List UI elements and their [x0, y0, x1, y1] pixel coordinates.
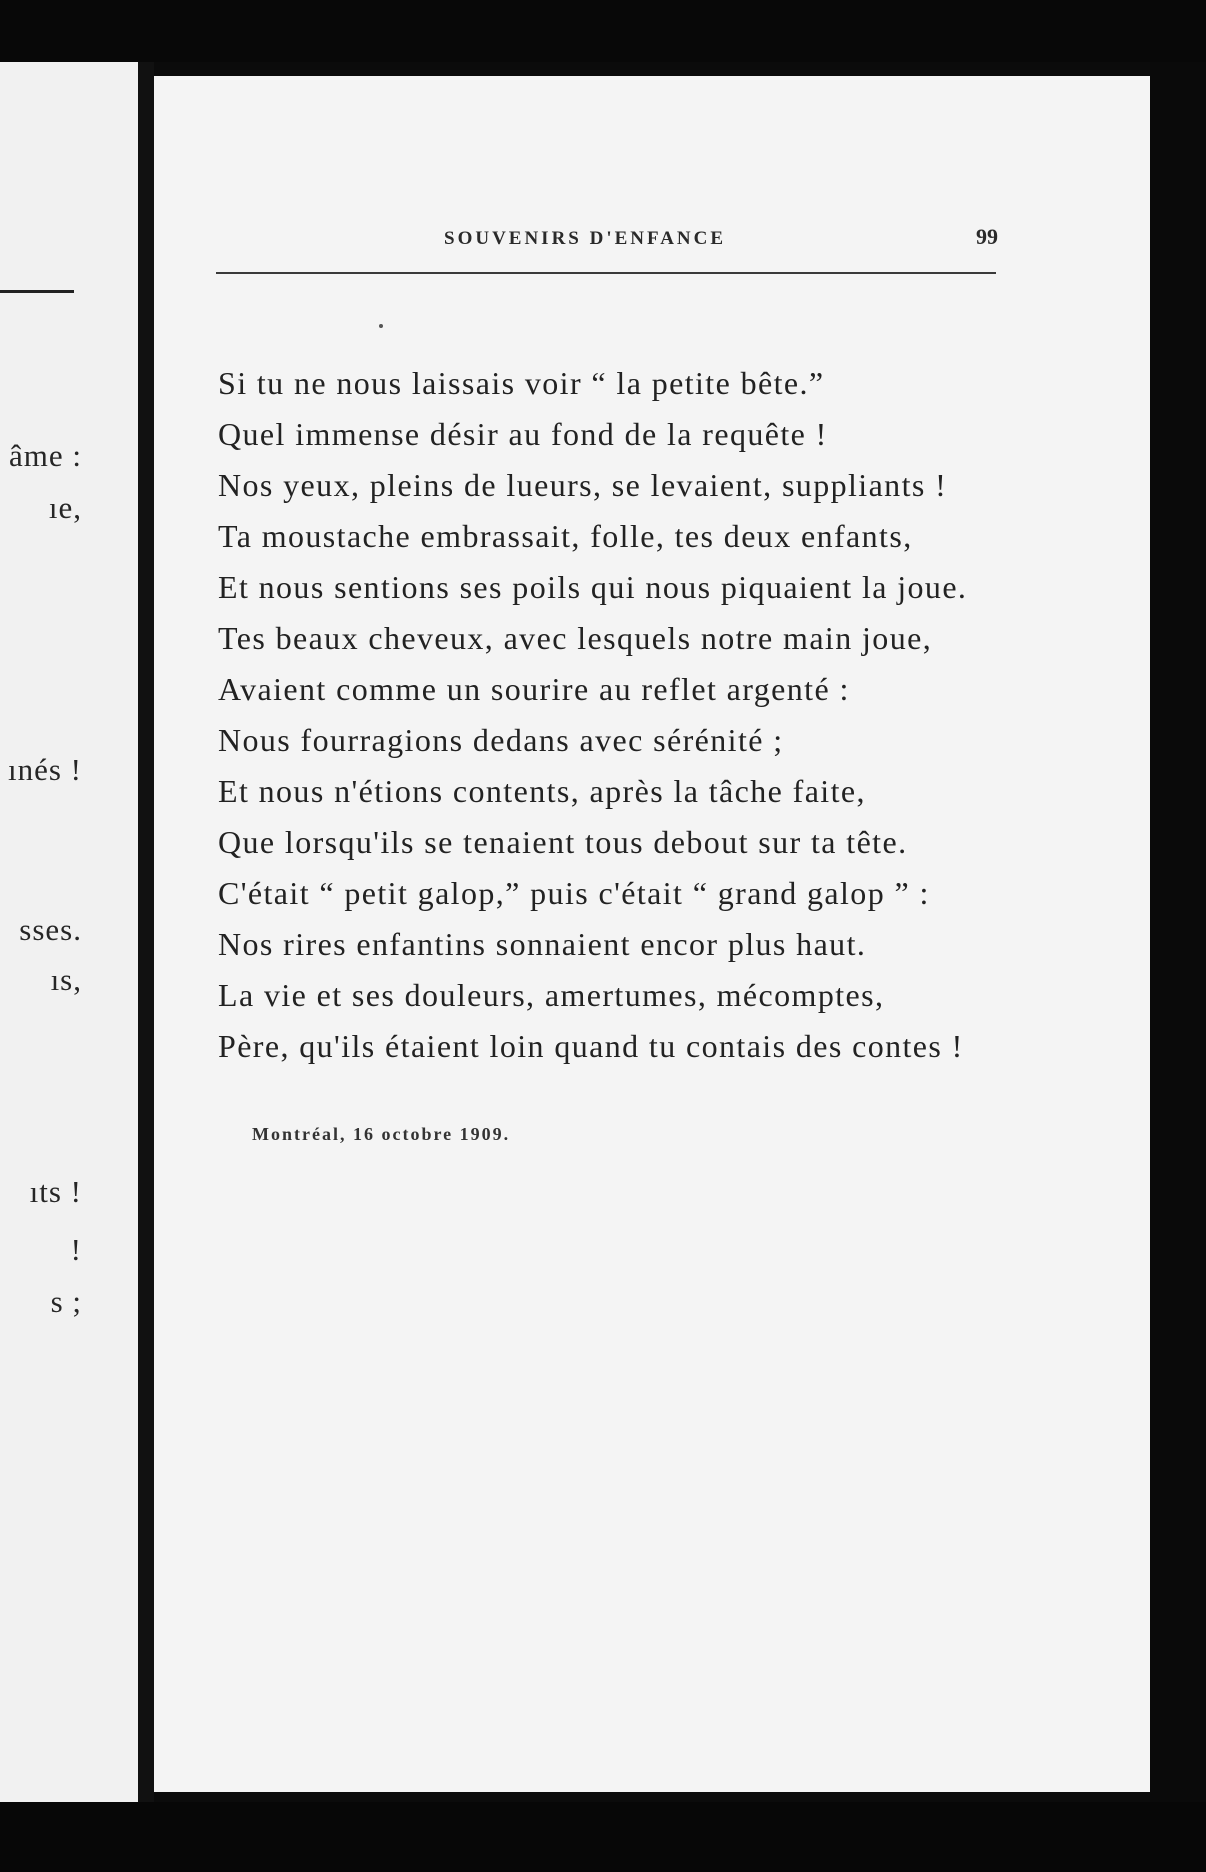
previous-page-fragment: ınés ! — [7, 752, 82, 787]
poem-line: Nos rires enfantins sonnaient encor plus haut. — [218, 926, 867, 962]
poem-line: La vie et ses douleurs, amertumes, mécomptes, — [218, 977, 885, 1013]
poem-line: Père, qu'ils étaient loin quand tu contais des contes ! — [218, 1028, 964, 1064]
previous-page-fragment: sses. — [19, 912, 82, 947]
previous-page-rule — [0, 290, 74, 293]
scan-border-bottom — [0, 1802, 1206, 1872]
previous-page-fragment: ! — [70, 1232, 82, 1267]
poem-line: Que lorsqu'ils se tenaient tous debout sur ta tête. — [218, 824, 908, 860]
poem-line: C'était “ petit galop,” puis c'était “ grand galop ” : — [218, 875, 930, 911]
header-rule — [216, 272, 996, 274]
ink-speck — [379, 324, 383, 328]
poem-line: Nous fourragions dedans avec sérénité ; — [218, 722, 784, 758]
page — [154, 76, 1150, 1792]
poem-line: Tes beaux cheveux, avec lesquels notre main joue, — [218, 620, 933, 656]
running-title: SOUVENIRS D'ENFANCE — [444, 228, 727, 249]
poem — [218, 358, 1118, 1072]
previous-page-fragment: ıe, — [48, 490, 82, 525]
poem-line: Et nous sentions ses poils qui nous piquaient la joue. — [218, 569, 968, 605]
scan-border-right — [1150, 62, 1206, 1872]
previous-page-fragment: ıs, — [50, 962, 82, 997]
poem-line: Avaient comme un sourire au reflet argenté : — [218, 671, 850, 707]
previous-page-edge — [0, 62, 138, 1802]
poem-line: Si tu ne nous laissais voir “ la petite bête.” — [218, 365, 825, 401]
previous-page-fragment: s ; — [50, 1284, 82, 1319]
poem-line: Et nous n'étions contents, après la tâche faite, — [218, 773, 866, 809]
running-head — [154, 224, 1150, 268]
poem-line: Nos yeux, pleins de lueurs, se levaient, suppliants ! — [218, 467, 948, 503]
poem-line: Ta moustache embrassait, folle, tes deux enfants, — [218, 518, 913, 554]
previous-page-fragment: ıts ! — [29, 1174, 82, 1209]
poem-line: Quel immense désir au fond de la requête ! — [218, 416, 828, 452]
page-number: 99 — [976, 224, 998, 249]
previous-page-fragment: âme : — [9, 438, 82, 473]
scan-border-top — [0, 0, 1206, 62]
book-gutter — [138, 62, 154, 1802]
place-date-signature: Montréal, 16 octobre 1909. — [252, 1124, 511, 1144]
